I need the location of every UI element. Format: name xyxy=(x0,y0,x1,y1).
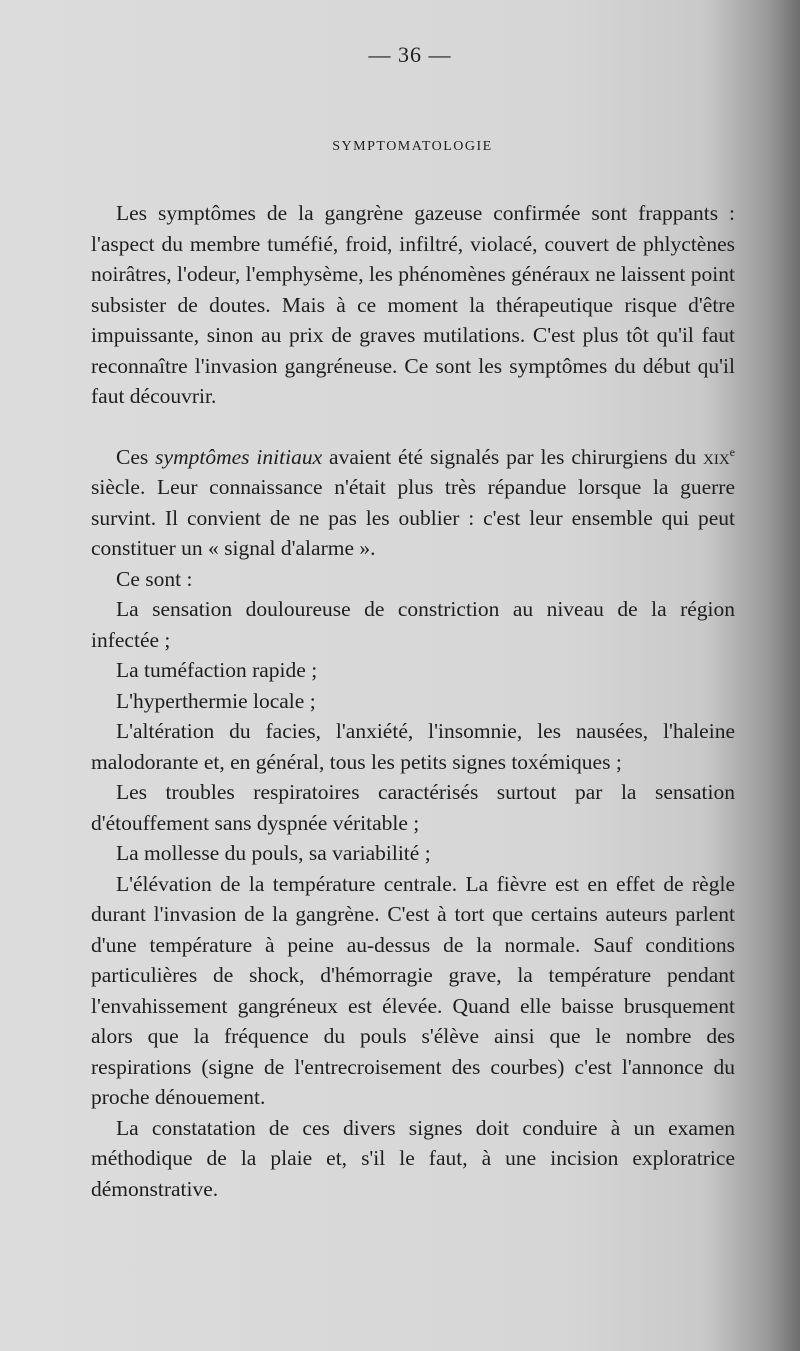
list-intro: Ce sont : xyxy=(116,566,193,591)
list-item: L'hyperthermie locale ; xyxy=(116,688,316,713)
century-superscript: e xyxy=(729,444,735,459)
list-item: La mollesse du pouls, sa variabilité ; xyxy=(116,841,431,865)
body-text xyxy=(91,198,735,1204)
list-item: L'altération du facies, l'anxiété, l'insomnie, les nausées, l'haleine malodorante et, en général, tous les petits signes toxémiques ; xyxy=(91,719,735,774)
page-number: — 36 — xyxy=(368,42,452,67)
conclusion-paragraph: La constatation de ces divers signes doit conduire à un examen méthodique de la plaie et, s'il le faut, à une incision exploratrice démonstrative. xyxy=(91,1115,735,1201)
intro-paragraph: Les symptômes de la gangrène gazeuse confirmée sont frappants : l'aspect du membre tuméfié, froid, infiltré, violacé, couvert de phlyctènes noirâtres, l'odeur, l'emphysème, les phénomènes généraux ne laissent point subsister de doutes. Mais à ce moment la thérapeutique risque d'être impuissante, sinon au prix de graves mutilations. C'est plus tôt qu'il faut reconnaître l'invasion gangréneuse. Ce sont les symptômes du début qu'il faut découvrir. xyxy=(91,201,735,408)
initial-symptoms-paragraph: Ces symptômes initiaux avaient été signalés par les chirurgiens du xix$^e$ siècle. Leur connaissance n'était plus très répandue lorsque la guerre survint. Il convient de ne pas les oublier : c'est leur ensemble qui peut constituer un « signal d'alarme ». xyxy=(91,444,735,560)
list-item: La tuméfaction rapide ; xyxy=(116,658,318,682)
century-numeral: xix xyxy=(703,444,730,469)
list-item: Les troubles respiratoires caractérisés surtout par la sensation d'étouffement sans dyspnée véritable ; xyxy=(91,780,735,835)
emphasis-text: symptômes initiaux xyxy=(155,444,323,469)
list-item: L'élévation de la température centrale. La fièvre est en effet de règle durant l'invasion de la gangrène. C'est à tort que certains auteurs parlent d'une température à peine au-dessus de la normale. Sauf conditions particulières de shock, d'hémorragie grave, la température pendant l'envahissement gangréneux est élevée. Quand elle baisse brusquement alors que la fréquence du pouls s'élève ainsi que le nombre des respirations (signe de l'entrecroisement des courbes) c'est l'annonce du proche dénouement. xyxy=(91,871,735,1109)
section-heading: SYMPTOMATOLOGIE xyxy=(332,139,493,154)
list-item: La sensation douloureuse de constriction au niveau de la région infectée ; xyxy=(91,597,735,652)
